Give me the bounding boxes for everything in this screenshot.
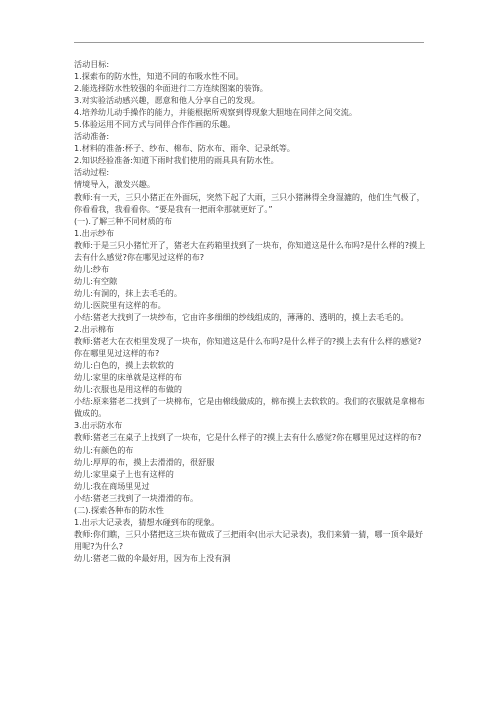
goal-item: 2.能选择防水性较强的伞面进行二方连续图案的装饰。	[74, 83, 268, 94]
paragraph: 教师:有一天，三只小猪正在外面玩，突然下起了大雨，三只小猪淋得全身湿漉的，他们生气极了，你看看我，我看看你。“要是我有一把雨伞那就更好了。”	[74, 191, 425, 214]
preparation-item: 1.材料的准备:杯子、纱布、棉布、防水布、雨伞、记录纸等。	[74, 143, 295, 154]
goal-item: 4.培养幼儿动手操作的能力，并能根据所观察到得现象大胆地在同伴之间交流。	[74, 107, 357, 118]
paragraph: 幼儿:医院里有这样的布。	[74, 299, 166, 310]
paragraph: 幼儿:有颜色的布	[74, 444, 134, 455]
step-heading: 2.出示棉布	[74, 324, 115, 335]
goal-item: 3.对实验活动感兴趣，愿意和他人分享自己的发现。	[74, 95, 260, 106]
paragraph: 幼儿:我在商场里见过	[74, 480, 150, 491]
paragraph: 小结:猪老大找到了一块纱布，它由许多细细的纱线组成的，薄薄的、透明的，摸上去毛毛的。	[74, 311, 409, 322]
paragraph: 幼儿:衣服也是用这样的布做的	[74, 384, 182, 395]
header-rule	[74, 42, 424, 43]
document-body	[74, 58, 426, 564]
subsection-heading: (一).了解三种不同材质的布	[74, 215, 172, 226]
paragraph: 情境导入，激发兴趣。	[74, 179, 155, 190]
paragraph: 幼儿:白色的，摸上去软软的	[74, 360, 174, 371]
goal-item: 5.体验运用不同方式与同伴合作作画的乐趣。	[74, 119, 236, 130]
preparation-item: 2.知识经验准备:知道下雨时我们使用的雨具具有防水性。	[74, 155, 279, 166]
paragraph: 小结:猪老三找到了一块滑滑的布。	[74, 492, 199, 503]
paragraph: 幼儿:家里的床单就是这样的布	[74, 372, 182, 383]
paragraph: 幼儿:有空隙	[74, 275, 118, 286]
paragraph: 幼儿:有洞的，抹上去毛毛的。	[74, 287, 182, 298]
paragraph: 小结:原来猪老二找到了一块棉布，它是由棉线做成的，棉布摸上去软软的。我们的衣服就是拿棉布做成的。	[74, 396, 425, 419]
paragraph: 教师:猪老三在桌子上找到了一块布，它是什么样子的?摸上去有什么感觉?你在哪里见过这样的布?	[74, 432, 422, 443]
section-heading-process: 活动过程:	[74, 167, 110, 178]
section-heading-goals: 活动目标:	[74, 59, 110, 69]
paragraph: 教师:猪老大在衣柜里发现了一块布，你知道这是什么布吗?是什么样子的?摸上去有什么样的感觉?你在哪里见过这样的布?	[74, 336, 422, 359]
subsection-heading: (二).探索各种布的防水性	[74, 504, 164, 515]
goal-item: 1.探索布的防水性，知道不同的布吸水性不同。	[74, 71, 244, 82]
paragraph: 教师:你们瞧，三只小猪把这三块布做成了三把雨伞(出示大记录表)，我们来猜一猜，哪一顶伞最好用呢?为什么?	[74, 528, 423, 551]
step-heading: 3.出示防水布	[74, 420, 123, 431]
paragraph: 幼儿:家里桌子上也有这样的	[74, 468, 174, 479]
paragraph: 幼儿:厚厚的布，摸上去滑滑的，很舒服	[74, 456, 215, 467]
paragraph: 幼儿:纱布	[74, 263, 110, 274]
paragraph: 教师:于是三只小猪忙开了，猪老大在药箱里找到了一块布，你知道这是什么布吗?是什么样的?摸上去有什么感觉?你在哪见过这样的布?	[74, 239, 426, 262]
paragraph: 幼儿:猪老二做的伞最好用，因为布上没有洞	[74, 552, 231, 563]
step-heading: 1.出示纱布	[74, 227, 115, 238]
section-heading-preparation: 活动准备:	[74, 131, 110, 142]
step-heading: 1.出示大记录表，猜想水碰到布的现象。	[74, 516, 220, 527]
